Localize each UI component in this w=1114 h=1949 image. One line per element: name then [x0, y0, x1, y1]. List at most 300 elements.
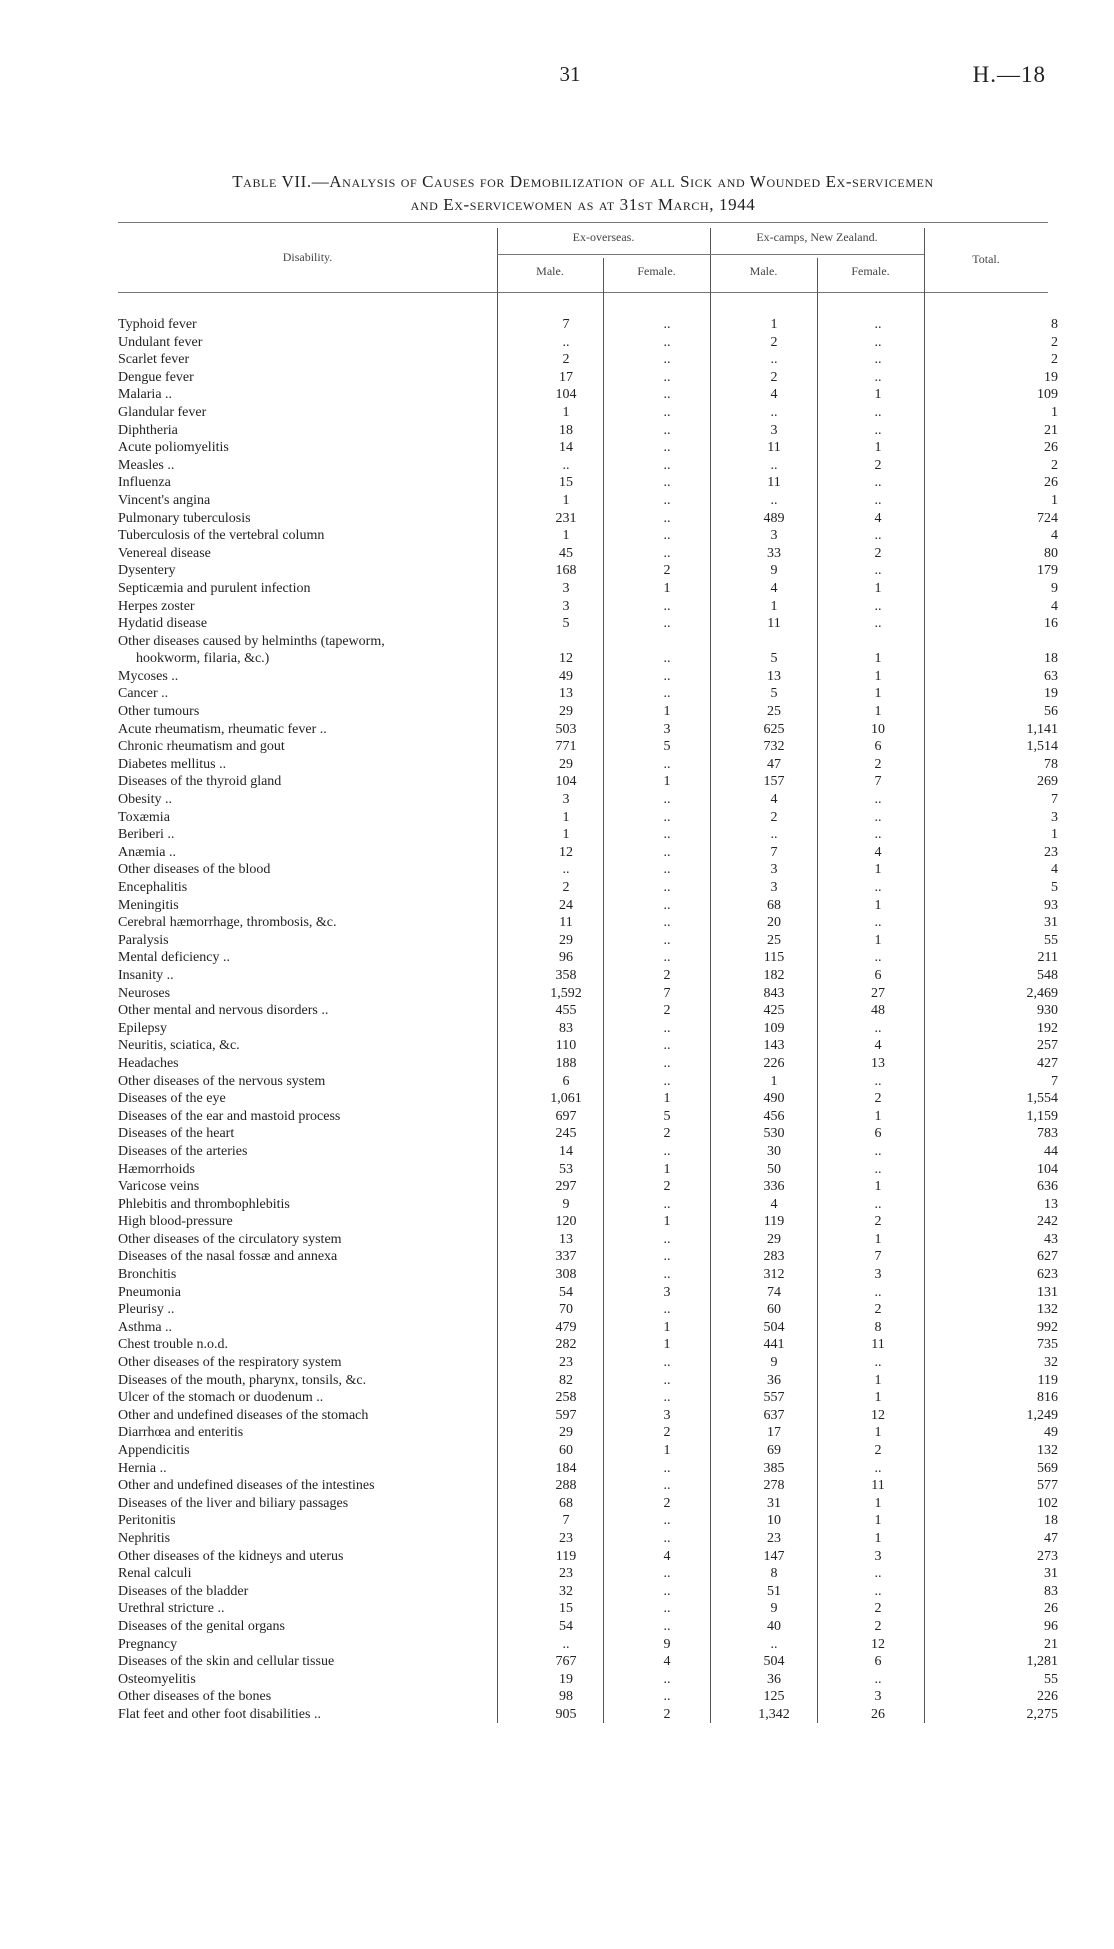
total-cell: 102 [1037, 1495, 1058, 1511]
total-cell: 3 [1051, 809, 1058, 825]
ex-camps-male-cell: 25 [767, 704, 781, 720]
disability-label [118, 1407, 493, 1425]
disability-label-text: Mycoses .. [118, 668, 179, 684]
ex-overseas-male-cell: 6 [562, 1073, 570, 1089]
disability-label [118, 1319, 493, 1337]
ex-camps-male-cell: 441 [763, 1337, 785, 1353]
ex-camps-male-cell: 312 [763, 1267, 785, 1283]
ex-camps-male-cell: 8 [770, 1566, 778, 1582]
disability-label-text: Other and undefined diseases of the stomach [118, 1407, 369, 1423]
ex-camps-male-cell: 36 [767, 1372, 781, 1388]
ex-overseas-female-cell: .. [663, 387, 671, 403]
ex-camps-female-cell: .. [874, 352, 882, 368]
ex-overseas-female-cell: 1 [663, 1161, 671, 1177]
ex-overseas-male-cell: 32 [559, 1583, 573, 1599]
ex-camps-female-cell: 3 [874, 1267, 882, 1283]
ex-overseas-female-cell: 2 [663, 1003, 671, 1019]
disability-label [118, 1653, 493, 1671]
ex-camps-male-cell: 1 [770, 1073, 778, 1089]
table-row [118, 1143, 1058, 1161]
total-cell: 132 [1037, 1302, 1058, 1318]
ex-camps-female-cell: 2 [874, 1214, 882, 1230]
header-total: Total. [972, 252, 1000, 266]
disability-label [118, 879, 493, 897]
ex-overseas-male-cell: 29 [559, 756, 573, 772]
ex-overseas-female-cell: .. [663, 1530, 671, 1546]
ex-camps-female-cell: 2 [874, 1091, 882, 1107]
ex-overseas-female-cell: .. [663, 1055, 671, 1071]
ex-camps-male-cell: .. [770, 457, 778, 473]
table-row [118, 1671, 1058, 1689]
disability-label-text: Epilepsy [118, 1020, 167, 1036]
table-row [118, 1055, 1058, 1073]
disability-label-text: Pulmonary tuberculosis [118, 510, 251, 526]
ex-camps-male-cell: 51 [767, 1583, 781, 1599]
disability-label-text: Other mental and nervous disorders .. [118, 1003, 329, 1019]
ex-overseas-male-cell: 282 [555, 1337, 577, 1353]
ex-camps-male-cell: 50 [767, 1161, 781, 1177]
total-cell: 26 [1044, 1601, 1058, 1617]
table-row [118, 545, 1058, 563]
ex-overseas-male-cell: 597 [555, 1407, 577, 1423]
ex-camps-male-cell: 1 [770, 598, 778, 614]
ex-overseas-male-cell: 258 [555, 1390, 577, 1406]
disability-label [118, 703, 493, 721]
ex-overseas-female-cell: 2 [663, 1425, 671, 1441]
disability-label [118, 510, 493, 528]
ex-camps-male-cell: 182 [763, 967, 785, 983]
table-row [118, 1301, 1058, 1319]
table-row [118, 474, 1058, 492]
ex-overseas-male-cell: 53 [559, 1161, 573, 1177]
table-row [118, 756, 1058, 774]
disability-label [118, 457, 493, 475]
table-row [118, 316, 1058, 334]
ex-overseas-male-cell: 297 [555, 1179, 577, 1195]
ex-camps-female-cell: .. [874, 369, 882, 385]
table-row [118, 1636, 1058, 1654]
disability-label-text: Neuroses [118, 985, 171, 1001]
total-cell: 104 [1037, 1161, 1058, 1177]
ex-overseas-female-cell: 1 [663, 1319, 671, 1335]
disability-label [118, 580, 493, 598]
table-row [118, 1600, 1058, 1618]
ex-overseas-male-cell: 15 [559, 1601, 573, 1617]
ex-overseas-male-cell: .. [562, 457, 570, 473]
ex-overseas-female-cell: .. [663, 475, 671, 491]
ex-camps-female-cell: 4 [874, 510, 882, 526]
table-row [118, 1583, 1058, 1601]
total-cell: 636 [1037, 1179, 1058, 1195]
ex-overseas-female-cell: 1 [663, 1443, 671, 1458]
ex-overseas-male-cell: 479 [555, 1319, 577, 1335]
ex-overseas-male-cell: 1,592 [550, 985, 582, 1001]
ex-overseas-female-cell: 1 [663, 580, 671, 596]
page-number: 31 [559, 62, 581, 86]
table-row [118, 1161, 1058, 1179]
ex-overseas-male-cell: 14 [559, 1143, 573, 1159]
ex-camps-female-cell: 6 [874, 1654, 882, 1670]
ex-overseas-female-cell: .. [663, 950, 671, 966]
total-cell: 179 [1037, 563, 1058, 579]
disability-label-text: Glandular fever [118, 404, 207, 420]
ex-camps-male-cell: 9 [770, 563, 778, 579]
ex-camps-male-cell: 25 [767, 932, 781, 948]
table-row [118, 457, 1058, 475]
ex-overseas-female-cell: .. [663, 844, 671, 860]
ex-overseas-female-cell: .. [663, 334, 671, 350]
ex-camps-female-cell: 1 [874, 1495, 882, 1511]
disability-label [118, 1055, 493, 1073]
total-cell: 7 [1051, 792, 1058, 808]
total-cell: 31 [1044, 1566, 1058, 1582]
table-row [118, 1424, 1058, 1442]
table-row [118, 1020, 1058, 1038]
ex-overseas-female-cell: .. [663, 545, 671, 561]
disability-label-text: Asthma .. [118, 1319, 173, 1335]
total-cell: 44 [1044, 1143, 1058, 1159]
table-row [118, 1442, 1058, 1460]
total-cell: 930 [1037, 1003, 1058, 1019]
ex-camps-female-cell: 1 [874, 1179, 882, 1195]
ex-overseas-female-cell: .. [663, 440, 671, 456]
ex-camps-male-cell: 11 [767, 616, 781, 632]
table-row [118, 580, 1058, 598]
total-cell: 16 [1044, 616, 1058, 632]
total-cell: 83 [1044, 1583, 1058, 1599]
total-cell: 7 [1051, 1073, 1058, 1089]
ex-overseas-male-cell: 70 [559, 1302, 573, 1318]
ex-overseas-male-cell: 337 [555, 1249, 577, 1265]
disability-label-text: Cerebral hæmorrhage, thrombosis, &c. [118, 915, 337, 931]
ex-overseas-female-cell: .. [663, 862, 671, 878]
disability-label [118, 721, 493, 739]
ex-overseas-male-cell: 15 [559, 475, 573, 491]
table-row [118, 985, 1058, 1003]
disability-label [118, 1424, 493, 1442]
ex-camps-female-cell: .. [874, 1284, 882, 1300]
disability-label [118, 334, 493, 352]
ex-camps-male-cell: 625 [763, 721, 785, 737]
table-row [118, 1266, 1058, 1284]
table-row [118, 1548, 1058, 1566]
table-row [118, 703, 1058, 721]
ex-overseas-female-cell: .. [663, 1372, 671, 1388]
ex-overseas-female-cell: .. [663, 756, 671, 772]
disability-label [118, 1636, 493, 1654]
disability-label-text: Hæmorrhoids [118, 1161, 195, 1177]
ex-overseas-male-cell: 358 [555, 967, 577, 983]
ex-overseas-female-cell: .. [663, 1267, 671, 1283]
table-row [118, 1213, 1058, 1231]
ex-camps-female-cell: 1 [874, 704, 882, 720]
table-row [118, 1389, 1058, 1407]
ex-overseas-female-cell: .. [663, 1143, 671, 1159]
ex-overseas-female-cell: 2 [663, 967, 671, 983]
ex-overseas-female-cell: 5 [663, 739, 671, 755]
ex-overseas-female-cell: .. [663, 651, 671, 667]
ex-camps-female-cell: 11 [871, 1478, 885, 1494]
disability-label [118, 1196, 493, 1214]
ex-camps-male-cell: 490 [763, 1091, 785, 1107]
ex-camps-female-cell: 3 [874, 1689, 882, 1705]
ex-overseas-male-cell: 110 [555, 1038, 577, 1054]
ex-camps-female-cell: 6 [874, 739, 882, 755]
total-cell: 5 [1051, 880, 1058, 895]
ex-camps-female-cell: 2 [874, 756, 882, 772]
ex-camps-female-cell: 1 [874, 1530, 882, 1546]
total-cell: 9 [1051, 580, 1058, 596]
ex-overseas-female-cell: 1 [663, 1337, 671, 1353]
ex-camps-male-cell: 143 [763, 1038, 785, 1054]
table-row [118, 598, 1058, 616]
total-cell: 119 [1037, 1372, 1058, 1388]
disability-label [118, 1161, 493, 1179]
total-cell: 2 [1051, 334, 1058, 350]
total-cell: 1,281 [1026, 1654, 1058, 1670]
table-row [118, 1090, 1058, 1108]
ex-overseas-male-cell: 168 [555, 563, 577, 579]
disability-label-text: Malaria .. [118, 387, 173, 403]
disability-label [118, 1108, 493, 1126]
ex-camps-female-cell: .. [874, 1566, 882, 1582]
table-row [118, 386, 1058, 404]
ex-overseas-female-cell: 7 [663, 985, 671, 1001]
ex-overseas-male-cell: 29 [559, 704, 573, 720]
total-cell: 2 [1051, 352, 1058, 368]
total-cell: 21 [1044, 422, 1058, 438]
ex-camps-male-cell: 68 [767, 897, 781, 913]
disability-label [118, 861, 493, 879]
ex-camps-male-cell: 336 [763, 1179, 785, 1195]
disability-label-text: Nephritis [118, 1530, 171, 1546]
ex-overseas-male-cell: 45 [559, 545, 573, 561]
disability-label [118, 1372, 493, 1390]
disability-label-text: Cancer .. [118, 686, 169, 702]
ex-camps-female-cell: 1 [874, 862, 882, 878]
ex-overseas-female-cell: 3 [663, 721, 671, 737]
ex-camps-female-cell: .. [874, 422, 882, 438]
ex-overseas-male-cell: 23 [559, 1530, 573, 1546]
total-cell: 735 [1037, 1337, 1058, 1353]
total-cell: 31 [1044, 915, 1058, 931]
ex-overseas-female-cell: .. [663, 827, 671, 843]
ex-camps-male-cell: 13 [767, 668, 781, 684]
header-ex-overseas: Ex-overseas. [572, 230, 635, 244]
disability-label [118, 756, 493, 774]
ex-overseas-male-cell: 29 [559, 932, 573, 948]
total-cell: 4 [1051, 528, 1058, 544]
table-row [118, 492, 1058, 510]
table-row [118, 773, 1058, 791]
ex-camps-male-cell: 5 [770, 686, 778, 702]
disability-label-text: Obesity .. [118, 792, 173, 808]
disability-label-text: Other tumours [118, 704, 200, 720]
ex-camps-male-cell: 385 [763, 1460, 785, 1476]
table-row [118, 668, 1058, 686]
header-male-overseas: Male. [536, 264, 564, 278]
disability-label-text: Toxæmia [118, 809, 170, 825]
disability-label [118, 1178, 493, 1196]
ex-camps-female-cell: 27 [871, 985, 885, 1001]
ex-camps-male-cell: 2 [770, 369, 778, 385]
disability-label [118, 685, 493, 703]
ex-camps-male-cell: 115 [763, 950, 785, 966]
table-row [118, 615, 1058, 633]
ex-camps-female-cell: 6 [874, 1126, 882, 1142]
ex-camps-male-cell: 4 [770, 387, 778, 403]
ex-overseas-male-cell: 9 [562, 1196, 570, 1212]
total-cell: 18 [1044, 651, 1058, 667]
disability-label [118, 1090, 493, 1108]
table-row [118, 1196, 1058, 1214]
ex-overseas-female-cell: 3 [663, 1407, 671, 1423]
disability-label-text: Beriberi .. [118, 827, 175, 843]
ex-camps-female-cell: 1 [874, 686, 882, 702]
ex-overseas-female-cell: .. [663, 369, 671, 385]
ex-camps-male-cell: 4 [770, 1196, 778, 1212]
total-cell: 548 [1037, 967, 1058, 983]
total-cell: 132 [1037, 1443, 1058, 1458]
total-cell: 816 [1037, 1390, 1058, 1406]
table-row [118, 1284, 1058, 1302]
total-cell: 1 [1051, 404, 1058, 420]
ex-camps-female-cell: .. [874, 1355, 882, 1371]
total-cell: 78 [1044, 756, 1058, 772]
disability-label [118, 474, 493, 492]
ex-overseas-male-cell: 1 [562, 809, 570, 825]
total-cell: 783 [1037, 1126, 1058, 1142]
total-cell: 569 [1037, 1460, 1058, 1476]
disability-label-text: Other diseases of the nervous system [118, 1073, 326, 1089]
ex-overseas-male-cell: 82 [559, 1372, 573, 1388]
table-row [118, 1495, 1058, 1513]
subheader-rule [497, 254, 924, 255]
disability-label-text: Acute rheumatism, rheumatic fever .. [118, 721, 327, 737]
disability-label-text: Herpes zoster [118, 598, 195, 614]
total-cell: 4 [1051, 598, 1058, 614]
table-row [118, 351, 1058, 369]
total-cell: 623 [1037, 1267, 1058, 1283]
ex-overseas-female-cell: .. [663, 809, 671, 825]
table-row [118, 1565, 1058, 1583]
ex-overseas-female-cell: .. [663, 880, 671, 895]
ex-overseas-male-cell: 1 [562, 827, 570, 843]
ex-camps-female-cell: 2 [874, 1601, 882, 1617]
disability-label [118, 1565, 493, 1583]
header-female-overseas: Female. [637, 264, 676, 278]
disability-label-text: Neuritis, sciatica, &c. [118, 1038, 240, 1054]
disability-label-text: Mental deficiency .. [118, 950, 230, 966]
ex-overseas-female-cell: .. [663, 1038, 671, 1054]
ex-camps-male-cell: 30 [767, 1143, 781, 1159]
disability-label [118, 1618, 493, 1636]
total-cell: 26 [1044, 440, 1058, 456]
total-cell: 1,514 [1026, 739, 1058, 755]
ex-overseas-male-cell: 2 [562, 352, 570, 368]
disability-label-text: Bronchitis [118, 1267, 177, 1283]
ex-overseas-female-cell: .. [663, 510, 671, 526]
disability-label-text: Chest trouble n.o.d. [118, 1337, 229, 1353]
disability-label-text: Other diseases of the respiratory system [118, 1355, 342, 1371]
total-cell: 131 [1037, 1284, 1058, 1300]
ex-overseas-male-cell: 184 [555, 1460, 577, 1476]
ex-camps-male-cell: 637 [763, 1407, 785, 1423]
ex-camps-male-cell: 2 [770, 809, 778, 825]
ex-overseas-male-cell: 231 [555, 510, 577, 526]
ex-overseas-female-cell: 5 [663, 1108, 671, 1124]
ex-camps-male-cell: 9 [770, 1601, 778, 1617]
ex-overseas-female-cell: .. [663, 932, 671, 948]
disability-label-text: Renal calculi [118, 1566, 192, 1582]
total-cell: 23 [1044, 844, 1058, 860]
ex-camps-female-cell: 1 [874, 440, 882, 456]
ex-overseas-female-cell: .. [663, 1073, 671, 1089]
table-row [118, 633, 1058, 668]
ex-overseas-female-cell: .. [663, 897, 671, 913]
table-row [118, 369, 1058, 387]
ex-camps-female-cell: .. [874, 492, 882, 508]
table-row [118, 422, 1058, 440]
ex-camps-female-cell: .. [874, 1583, 882, 1599]
total-cell: 55 [1044, 1671, 1058, 1687]
ex-overseas-male-cell: 98 [559, 1689, 573, 1705]
ex-overseas-male-cell: 503 [555, 721, 577, 737]
ex-overseas-male-cell: .. [562, 334, 570, 350]
ex-overseas-male-cell: 104 [555, 387, 577, 403]
table-row [118, 809, 1058, 827]
ex-camps-male-cell: 530 [763, 1126, 785, 1142]
ex-camps-male-cell: 489 [763, 510, 785, 526]
total-cell: 269 [1037, 774, 1058, 790]
ex-overseas-male-cell: 11 [559, 915, 573, 931]
ex-overseas-male-cell: 29 [559, 1425, 573, 1441]
disability-label-text: Anæmia .. [118, 844, 176, 860]
ex-camps-female-cell: 1 [874, 932, 882, 948]
ex-camps-female-cell: .. [874, 915, 882, 931]
ex-camps-female-cell: 6 [874, 967, 882, 983]
ex-overseas-male-cell: 96 [559, 950, 573, 966]
total-cell: 1 [1051, 827, 1058, 843]
disability-label [118, 791, 493, 809]
ex-camps-male-cell: 5 [770, 651, 778, 667]
ex-camps-male-cell: 147 [763, 1548, 785, 1564]
table-row [118, 1372, 1058, 1390]
disability-label [118, 914, 493, 932]
disability-label-text: Diseases of the arteries [118, 1143, 248, 1159]
disability-label [118, 1460, 493, 1478]
ex-overseas-female-cell: .. [663, 422, 671, 438]
disability-label-text: Diseases of the nasal fossæ and annexa [118, 1249, 338, 1265]
table-row [118, 914, 1058, 932]
ex-camps-male-cell: 157 [763, 774, 785, 790]
ex-camps-male-cell: 278 [763, 1478, 785, 1494]
ex-overseas-male-cell: 188 [555, 1055, 577, 1071]
total-cell: 724 [1037, 510, 1058, 526]
total-cell: 26 [1044, 475, 1058, 491]
table-row [118, 1618, 1058, 1636]
ex-overseas-female-cell: 2 [663, 1179, 671, 1195]
total-cell: 1,554 [1026, 1091, 1058, 1107]
ex-overseas-male-cell: 54 [559, 1284, 573, 1300]
disability-label [118, 1336, 493, 1354]
ex-camps-female-cell: 1 [874, 897, 882, 913]
disability-label [118, 1600, 493, 1618]
ex-overseas-female-cell: 2 [663, 563, 671, 579]
disability-label [118, 1671, 493, 1689]
ex-camps-female-cell: .. [874, 880, 882, 895]
disability-label-text: Other diseases of the bones [118, 1689, 272, 1705]
